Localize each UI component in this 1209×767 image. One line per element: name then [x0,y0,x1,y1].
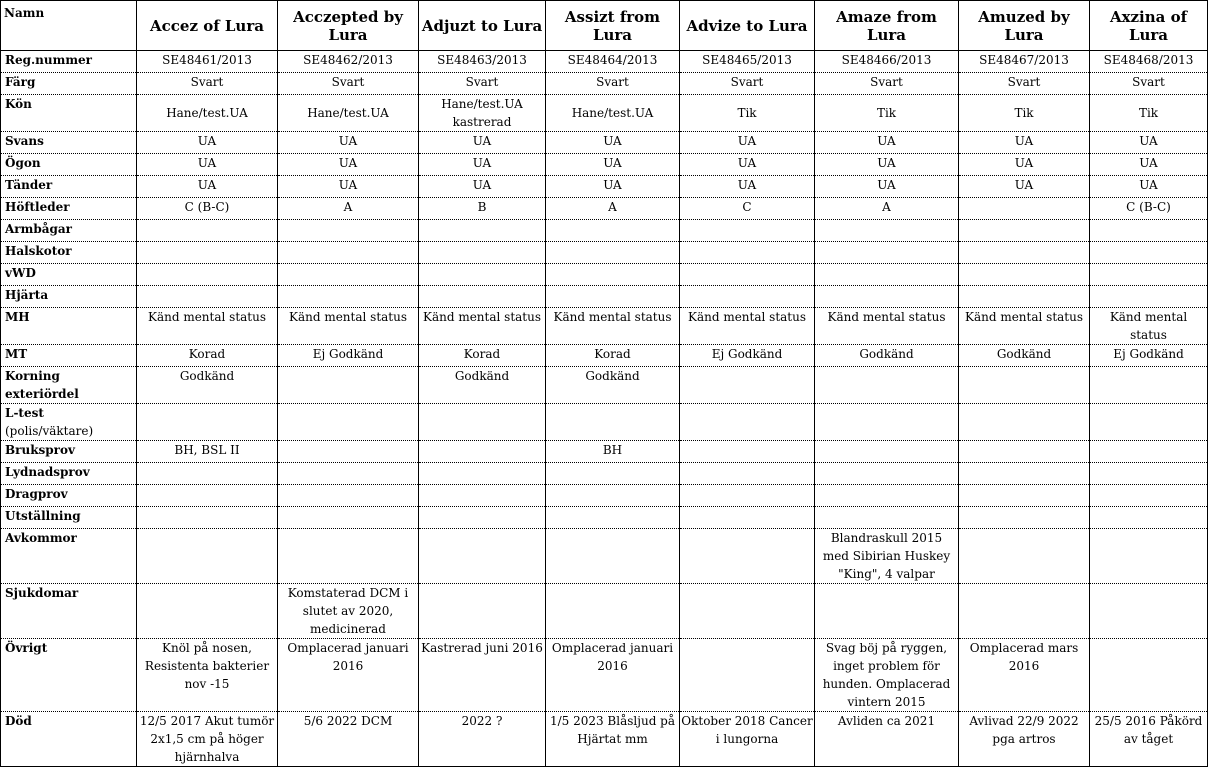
table-row [1,132,1208,154]
table-cell: Korad [546,345,680,367]
table-cell [959,367,1090,404]
table-cell: SE48464/2013 [546,51,680,73]
table-cell: UA [546,132,680,154]
table-cell: UA [278,132,419,154]
table-cell [278,367,419,404]
table-cell: UA [278,176,419,198]
row-label [1,485,137,507]
table-cell: UA [680,176,815,198]
table-cell [959,264,1090,286]
table-row [1,485,1208,507]
table-cell: BH, BSL II [137,441,278,463]
row-label-text: Bruksprov [5,443,75,457]
row-label [1,220,137,242]
table-cell: UA [137,132,278,154]
table-row [1,51,1208,73]
row-label-text: Armbågar [5,222,72,236]
table-row [1,73,1208,95]
table-cell [137,584,278,639]
row-label-text: Kön [5,97,32,111]
table-cell [815,367,959,404]
table-cell [815,485,959,507]
row-label-text: Ögon [5,156,41,170]
table-row [1,367,1208,404]
table-cell: SE48467/2013 [959,51,1090,73]
table-cell [137,264,278,286]
table-cell: Känd mental status [1090,308,1208,345]
table-cell [680,441,815,463]
table-cell: Svart [419,73,546,95]
table-cell [815,264,959,286]
table-cell [137,404,278,441]
table-cell [815,404,959,441]
row-label [1,286,137,308]
row-label-note: (polis/väktare) [5,424,94,438]
table-cell: Ej Godkänd [680,345,815,367]
table-cell [1090,529,1208,584]
table-cell [815,584,959,639]
row-label-text: Hjärta [5,288,49,302]
row-label [1,404,137,441]
table-cell: Känd mental status [546,308,680,345]
table-cell: Svag böj på ryggen, inget problem för hunden. Omplacerad vintern 2015 [815,639,959,712]
table-cell [959,584,1090,639]
table-cell [419,404,546,441]
row-label [1,198,137,220]
table-cell: Ej Godkänd [278,345,419,367]
table-cell [419,463,546,485]
table-cell: A [278,198,419,220]
row-label [1,529,137,584]
table-cell [815,220,959,242]
table-row [1,529,1208,584]
row-label-text: Dragprov [5,487,68,501]
table-cell [680,507,815,529]
table-cell: Godkänd [419,367,546,404]
table-cell: UA [419,132,546,154]
table-cell [680,529,815,584]
table-cell: Svart [815,73,959,95]
table-cell [137,507,278,529]
table-cell [959,529,1090,584]
dog-name-header: Axzina of Lura [1090,1,1208,51]
table-cell: UA [680,132,815,154]
row-label [1,639,137,712]
table-cell: Svart [137,73,278,95]
table-cell: Svart [278,73,419,95]
table-cell: Tik [680,95,815,132]
table-cell [546,485,680,507]
table-cell: Blandraskull 2015 med Sibirian Huskey "King", 4 valpar [815,529,959,584]
table-cell [959,242,1090,264]
table-cell [815,242,959,264]
dog-name-header: Adjuzt to Lura [419,1,546,51]
dog-name-header: Accez of Lura [137,1,278,51]
row-label-text: Avkommor [5,531,77,545]
table-cell: Tik [959,95,1090,132]
table-cell [419,485,546,507]
row-label-text: MT [5,347,28,361]
row-label-text: Halskotor [5,244,72,258]
table-cell: UA [680,154,815,176]
table-cell: UA [959,176,1090,198]
table-cell: Svart [1090,73,1208,95]
dog-name-header: Acczepted by Lura [278,1,419,51]
row-label [1,712,137,767]
table-cell: Känd mental status [959,308,1090,345]
table-cell: UA [959,154,1090,176]
row-label-text: Lydnadsprov [5,465,90,479]
table-cell [546,220,680,242]
table-cell [419,441,546,463]
table-cell: B [419,198,546,220]
table-header [1,1,1208,51]
table-cell: UA [815,132,959,154]
table-cell [419,584,546,639]
row-label-text: Tänder [5,178,53,192]
table-cell [137,485,278,507]
table-cell: UA [815,154,959,176]
table-row [1,639,1208,712]
row-label [1,132,137,154]
table-row [1,264,1208,286]
table-row [1,404,1208,441]
table-cell: Känd mental status [278,308,419,345]
table-cell [546,463,680,485]
table-cell [419,264,546,286]
row-label-text: Färg [5,75,36,89]
table-cell: 25/5 2016 Påkörd av tåget [1090,712,1208,767]
row-label [1,264,137,286]
table-row [1,345,1208,367]
table-cell [1090,242,1208,264]
table-cell: UA [419,154,546,176]
table-cell [1090,286,1208,308]
table-cell [278,463,419,485]
table-cell [137,220,278,242]
table-cell [1090,367,1208,404]
row-label [1,176,137,198]
table-body [1,51,1208,767]
table-cell: Hane/test.UA kastrerad [419,95,546,132]
table-cell: C (B-C) [137,198,278,220]
table-cell: Omplacerad mars 2016 [959,639,1090,712]
table-cell [419,529,546,584]
row-label-text: Övrigt [5,641,48,655]
table-row [1,308,1208,345]
table-cell: Svart [959,73,1090,95]
table-cell: SE48466/2013 [815,51,959,73]
row-label-text: Reg.nummer [5,53,92,67]
table-cell [680,286,815,308]
table-cell: Omplacerad januari 2016 [278,639,419,712]
table-cell [278,404,419,441]
table-cell [137,286,278,308]
row-label [1,367,137,404]
table-cell [1090,441,1208,463]
table-row [1,712,1208,767]
row-label-text: Höftleder [5,200,70,214]
table-cell [278,242,419,264]
table-cell [546,529,680,584]
row-label [1,242,137,264]
table-cell: SE48461/2013 [137,51,278,73]
table-cell: SE48468/2013 [1090,51,1208,73]
table-cell [278,286,419,308]
table-cell [419,286,546,308]
table-cell [546,242,680,264]
table-row [1,95,1208,132]
table-row [1,242,1208,264]
table-cell: Omplacerad januari 2016 [546,639,680,712]
table-cell: SE48463/2013 [419,51,546,73]
corner-label: Namn [1,1,137,51]
table-cell: SE48462/2013 [278,51,419,73]
row-label [1,154,137,176]
table-cell: Hane/test.UA [137,95,278,132]
table-cell [815,507,959,529]
row-label [1,584,137,639]
row-label-text: Svans [5,134,44,148]
table-cell [680,367,815,404]
table-cell [278,507,419,529]
table-cell [546,507,680,529]
table-cell [959,404,1090,441]
table-cell: Känd mental status [137,308,278,345]
table-cell [137,529,278,584]
table-cell: UA [1090,132,1208,154]
table-cell: UA [137,176,278,198]
table-cell [959,463,1090,485]
table-row [1,286,1208,308]
table-cell: Känd mental status [815,308,959,345]
table-cell: UA [137,154,278,176]
table-cell: A [815,198,959,220]
row-label-text: Död [5,714,32,728]
row-label-text: MH [5,310,30,324]
table-cell: Svart [680,73,815,95]
table-cell: A [546,198,680,220]
table-row [1,220,1208,242]
table-cell [1090,463,1208,485]
table-cell: BH [546,441,680,463]
table-cell [278,441,419,463]
table-cell: Avlivad 22/9 2022 pga artros [959,712,1090,767]
row-label [1,441,137,463]
table-cell [1090,404,1208,441]
table-cell: SE48465/2013 [680,51,815,73]
table-cell [137,463,278,485]
table-cell: 12/5 2017 Akut tumör 2x1,5 cm på höger hjärnhalva [137,712,278,767]
table-cell: UA [419,176,546,198]
table-cell [680,584,815,639]
table-cell [680,242,815,264]
table-cell: 1/5 2023 Blåsljud på Hjärtat mm [546,712,680,767]
table-row [1,198,1208,220]
row-label [1,507,137,529]
table-cell [680,264,815,286]
table-cell: Godkänd [959,345,1090,367]
table-cell: Knöl på nosen, Resistenta bakterier nov -15 [137,639,278,712]
table-cell: Känd mental status [680,308,815,345]
table-cell [815,463,959,485]
table-cell: UA [1090,154,1208,176]
table-cell [1090,639,1208,712]
table-cell [419,242,546,264]
row-label [1,308,137,345]
table-cell [546,404,680,441]
table-cell [815,286,959,308]
table-cell [959,507,1090,529]
table-cell [419,507,546,529]
table-cell [959,286,1090,308]
table-cell [419,220,546,242]
table-cell [278,529,419,584]
row-label-text: Sjukdomar [5,586,79,600]
table-cell [680,639,815,712]
table-cell: Godkänd [815,345,959,367]
table-cell [1090,507,1208,529]
table-cell: Godkänd [137,367,278,404]
table-cell [278,264,419,286]
table-cell [959,441,1090,463]
table-cell [815,441,959,463]
table-row [1,441,1208,463]
table-cell [546,264,680,286]
dog-name-header: Assizt from Lura [546,1,680,51]
row-label [1,345,137,367]
table-cell [680,220,815,242]
table-cell: 5/6 2022 DCM [278,712,419,767]
table-cell: C (B-C) [1090,198,1208,220]
table-cell: 2022 ? [419,712,546,767]
table-cell [959,220,1090,242]
dog-name-header: Advize to Lura [680,1,815,51]
dog-name-header: Amaze from Lura [815,1,959,51]
header-row [1,1,1208,51]
table-cell: Godkänd [546,367,680,404]
table-cell: Oktober 2018 Cancer i lungorna [680,712,815,767]
table-cell: Svart [546,73,680,95]
table-cell: Korad [419,345,546,367]
row-label [1,95,137,132]
table-cell [546,286,680,308]
table-cell [137,242,278,264]
table-cell: UA [278,154,419,176]
table-cell [959,485,1090,507]
dog-name-header: Amuzed by Lura [959,1,1090,51]
table-row [1,154,1208,176]
row-label [1,73,137,95]
table-cell [1090,264,1208,286]
table-cell: Tik [815,95,959,132]
table-cell: Komstaterad DCM i slutet av 2020, medicinerad [278,584,419,639]
table-cell: Tik [1090,95,1208,132]
table-cell: C [680,198,815,220]
table-cell: UA [815,176,959,198]
table-cell [278,220,419,242]
table-row [1,584,1208,639]
table-cell [278,485,419,507]
table-cell [680,463,815,485]
table-cell [680,485,815,507]
table-cell: Hane/test.UA [546,95,680,132]
table-row [1,463,1208,485]
table-cell [1090,485,1208,507]
table-cell: Hane/test.UA [278,95,419,132]
row-label-text: L-test [5,406,44,420]
row-label-text: Utställning [5,509,81,523]
table-cell: Känd mental status [419,308,546,345]
table-cell [680,404,815,441]
table-cell: UA [959,132,1090,154]
row-label [1,463,137,485]
table-cell: Avliden ca 2021 [815,712,959,767]
row-label-text: vWD [5,266,36,280]
table-row [1,507,1208,529]
table-cell [1090,584,1208,639]
table-cell: UA [546,154,680,176]
table-cell: UA [1090,176,1208,198]
table-cell: UA [546,176,680,198]
table-cell [1090,220,1208,242]
table-cell [959,198,1090,220]
row-label [1,51,137,73]
table-row [1,176,1208,198]
row-label-text: Korning exteriördel [5,369,79,401]
table-cell [546,584,680,639]
table-cell: Korad [137,345,278,367]
table-cell: Kastrerad juni 2016 [419,639,546,712]
table-cell: Ej Godkänd [1090,345,1208,367]
